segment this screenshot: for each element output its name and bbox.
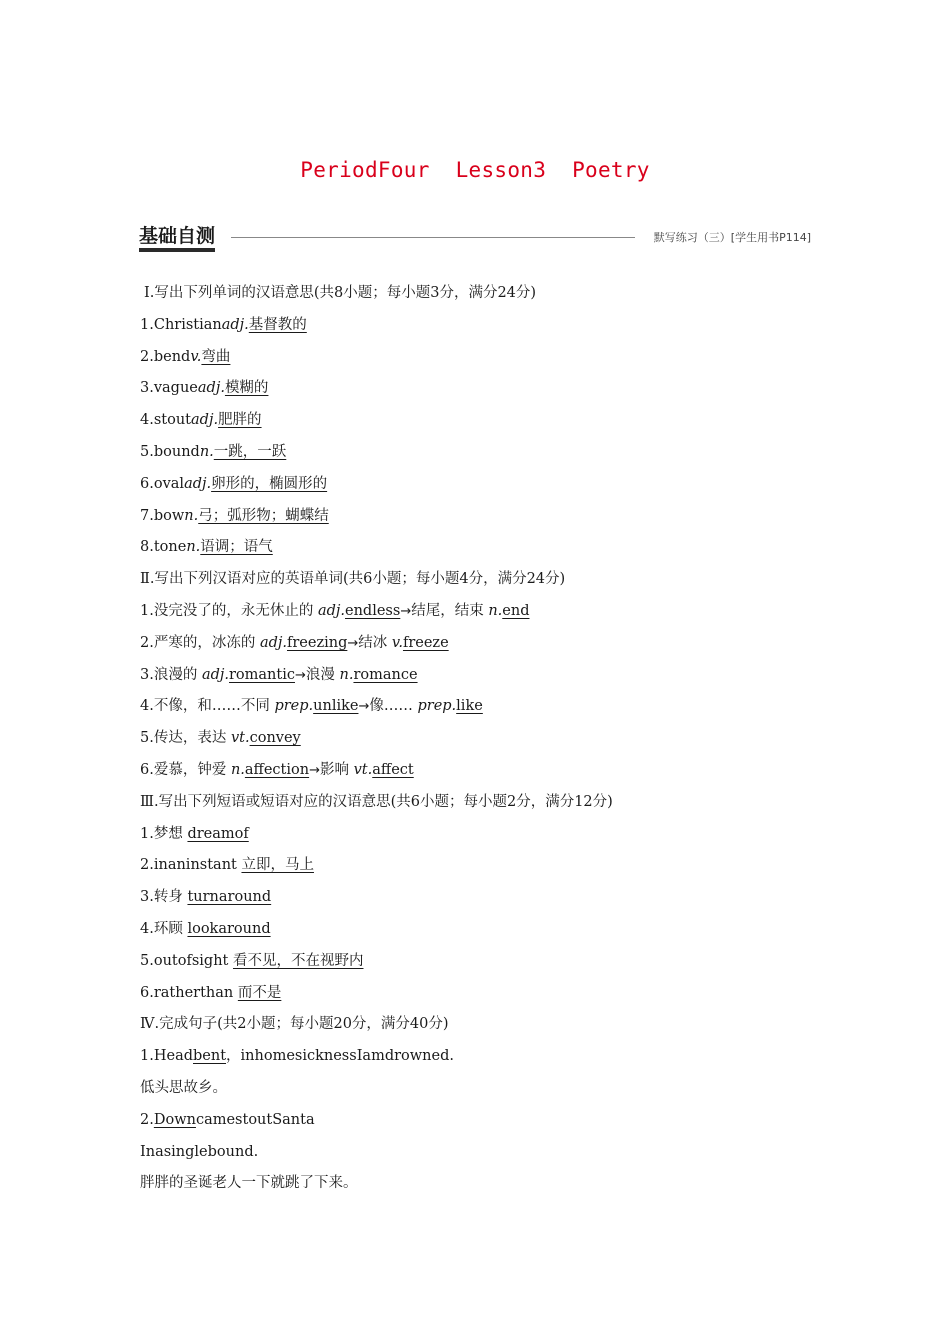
item-number: 1. (140, 825, 154, 842)
item-number: 6. (140, 761, 154, 778)
answer-blank: 弓；弧形物；蝴蝶结 (198, 507, 329, 524)
item-number: 6. (140, 984, 154, 1001)
answer-blank: unlike (313, 698, 359, 715)
answer-blank: bent (193, 1048, 227, 1065)
arrow-icon: → (294, 667, 306, 683)
item-number: 1. (140, 1048, 154, 1065)
word-item (140, 313, 820, 345)
arrow-icon: → (400, 603, 412, 619)
chinese-meaning: 浪漫 (305, 666, 335, 683)
arrow-icon: → (358, 699, 370, 715)
answer-blank: 看不见，不在视野内 (232, 952, 364, 969)
english-word: vague (153, 380, 198, 397)
section-label: 基础自测 (139, 224, 215, 252)
phrase-prompt: 环顾 (153, 920, 183, 937)
phrase-item (140, 981, 820, 1013)
word-item (140, 440, 820, 472)
chinese-meaning: 没完没了的，永无休止的 (153, 602, 314, 619)
exercise-content (140, 281, 820, 1203)
answer-blank: endless (345, 602, 401, 619)
part-of-speech: adj. (259, 634, 287, 651)
phrase-item (140, 917, 820, 949)
part-of-speech: n. (339, 666, 354, 683)
answer-blank: romantic (229, 666, 295, 683)
part-of-speech: n. (199, 443, 214, 460)
phrase-item (140, 885, 820, 917)
part-of-speech: n. (488, 602, 503, 619)
answer-blank: freezing (287, 634, 348, 651)
phrase-prompt: ratherthan (153, 984, 234, 1001)
english-word: stout (153, 412, 192, 429)
answer-blank: Down (153, 1111, 196, 1128)
page-title: PeriodFour Lesson3 Poetry (300, 158, 650, 182)
translation-item (140, 663, 820, 695)
part2-heading: Ⅱ.写出下列汉语对应的英语单词(共6小题；每小题4分，满分24分) (140, 571, 566, 588)
item-number: 8. (140, 539, 154, 556)
answer-blank: affection (244, 761, 310, 778)
answer-blank: freeze (402, 634, 449, 651)
part1-heading: Ⅰ.写出下列单词的汉语意思(共8小题；每小题3分，满分24分) (144, 285, 537, 301)
answer-blank: turnaround (187, 889, 272, 906)
item-number: 2. (140, 1111, 154, 1128)
english-word: bend (153, 348, 191, 365)
chinese-meaning: 结尾，结束 (411, 602, 484, 619)
word-item (140, 376, 820, 408)
phrase-prompt: 转身 (153, 889, 183, 906)
translation-item (140, 631, 820, 663)
answer-blank: 立即，马上 (241, 857, 314, 874)
word-item (140, 535, 820, 567)
part-of-speech: n. (186, 539, 201, 556)
answer-blank: convey (249, 730, 301, 747)
answer-blank: end (502, 602, 530, 619)
part-of-speech: vt. (230, 730, 250, 747)
part3-heading: Ⅲ.写出下列短语或短语对应的汉语意思(共6小题；每小题2分，满分12分) (140, 793, 613, 810)
item-number: 4. (140, 920, 154, 937)
part-of-speech: adj. (201, 666, 229, 683)
item-number: 7. (140, 507, 154, 524)
word-item (140, 408, 820, 440)
word-item (140, 345, 820, 377)
word-item (140, 504, 820, 536)
english-word: bow (153, 507, 185, 524)
chinese-meaning: 像…… (369, 698, 413, 715)
translation-item (140, 694, 820, 726)
answer-blank: 语调；语气 (200, 539, 273, 556)
item-number: 5. (140, 730, 154, 747)
part-of-speech: adj. (221, 316, 249, 333)
phrase-prompt: inaninstant (153, 857, 237, 874)
answer-blank: romance (353, 666, 418, 683)
section-header (139, 224, 811, 252)
item-number: 5. (140, 952, 154, 969)
item-number: 1. (140, 316, 154, 333)
word-item (140, 472, 820, 504)
part4-heading: Ⅳ.完成句子(共2小题；每小题20分，满分40分) (140, 1016, 449, 1033)
chinese-meaning: 传达，表达 (153, 730, 227, 747)
sentence-1-translation: 低头思故乡。 (140, 1079, 227, 1096)
section-divider (231, 237, 635, 238)
sentence-text: Head (153, 1048, 193, 1065)
part-of-speech: adj. (317, 602, 345, 619)
part-of-speech: vt. (353, 761, 373, 778)
item-number: 3. (140, 380, 154, 397)
part-of-speech: adj. (197, 380, 225, 397)
phrase-prompt: 梦想 (153, 825, 183, 842)
section-reference: 默写练习（三）[学生用书P114] (653, 231, 811, 244)
part-of-speech: prep. (274, 698, 314, 715)
part-of-speech: n. (184, 507, 199, 524)
answer-blank: 而不是 (237, 984, 282, 1001)
translation-item (140, 599, 820, 631)
item-number: 2. (140, 634, 154, 651)
phrase-item (140, 949, 820, 981)
english-word: oval (153, 475, 185, 492)
phrase-item (140, 822, 820, 854)
chinese-meaning: 影响 (320, 761, 349, 778)
answer-blank: dreamof (187, 825, 249, 842)
phrase-item (140, 853, 820, 885)
item-number: 3. (140, 889, 154, 906)
part-of-speech: adj. (191, 412, 219, 429)
answer-blank: 肥胖的 (218, 412, 262, 429)
answer-blank: lookaround (187, 920, 271, 937)
chinese-meaning: 浪漫的 (153, 666, 198, 683)
english-word: Christian (153, 316, 222, 333)
sentence-text: camestoutSanta (195, 1111, 315, 1128)
chinese-meaning: 不像，和……不同 (153, 698, 270, 715)
part-of-speech: n. (230, 761, 245, 778)
chinese-meaning: 严寒的，冰冻的 (153, 634, 256, 651)
item-number: 6. (140, 475, 154, 492)
sentence-2-line2: Inasinglebound. (140, 1143, 259, 1160)
english-word: tone (153, 539, 187, 556)
answer-blank: 一跳，一跃 (213, 443, 287, 460)
translation-item (140, 726, 820, 758)
english-word: bound (153, 443, 200, 460)
chinese-meaning: 结冰 (358, 634, 388, 651)
item-number: 4. (140, 412, 154, 429)
part-of-speech: v. (391, 634, 403, 651)
translation-item (140, 758, 820, 790)
item-number: 2. (140, 348, 154, 365)
answer-blank: 卵形的，椭圆形的 (211, 475, 328, 492)
sentence-2-translation: 胖胖的圣诞老人一下就跳了下来。 (140, 1175, 358, 1192)
sentence-text: ，inhomesicknessIamdrowned. (226, 1048, 454, 1065)
sentence-2 (140, 1108, 820, 1140)
part-of-speech: adj. (184, 475, 212, 492)
item-number: 2. (140, 857, 154, 874)
answer-blank: 模糊的 (224, 380, 269, 397)
item-number: 1. (140, 602, 154, 619)
chinese-meaning: 爱慕，钟爱 (153, 761, 227, 778)
arrow-icon: → (347, 635, 359, 651)
answer-blank: like (456, 698, 483, 715)
item-number: 4. (140, 698, 154, 715)
answer-blank: affect (372, 761, 414, 778)
item-number: 5. (140, 443, 154, 460)
phrase-prompt: outofsight (153, 952, 229, 969)
arrow-icon: → (309, 762, 320, 778)
part-of-speech: prep. (417, 698, 457, 715)
answer-blank: 基督教的 (248, 316, 307, 333)
item-number: 3. (140, 666, 154, 683)
part-of-speech: v. (190, 348, 202, 365)
answer-blank: 弯曲 (201, 348, 231, 365)
sentence-1 (140, 1044, 820, 1076)
